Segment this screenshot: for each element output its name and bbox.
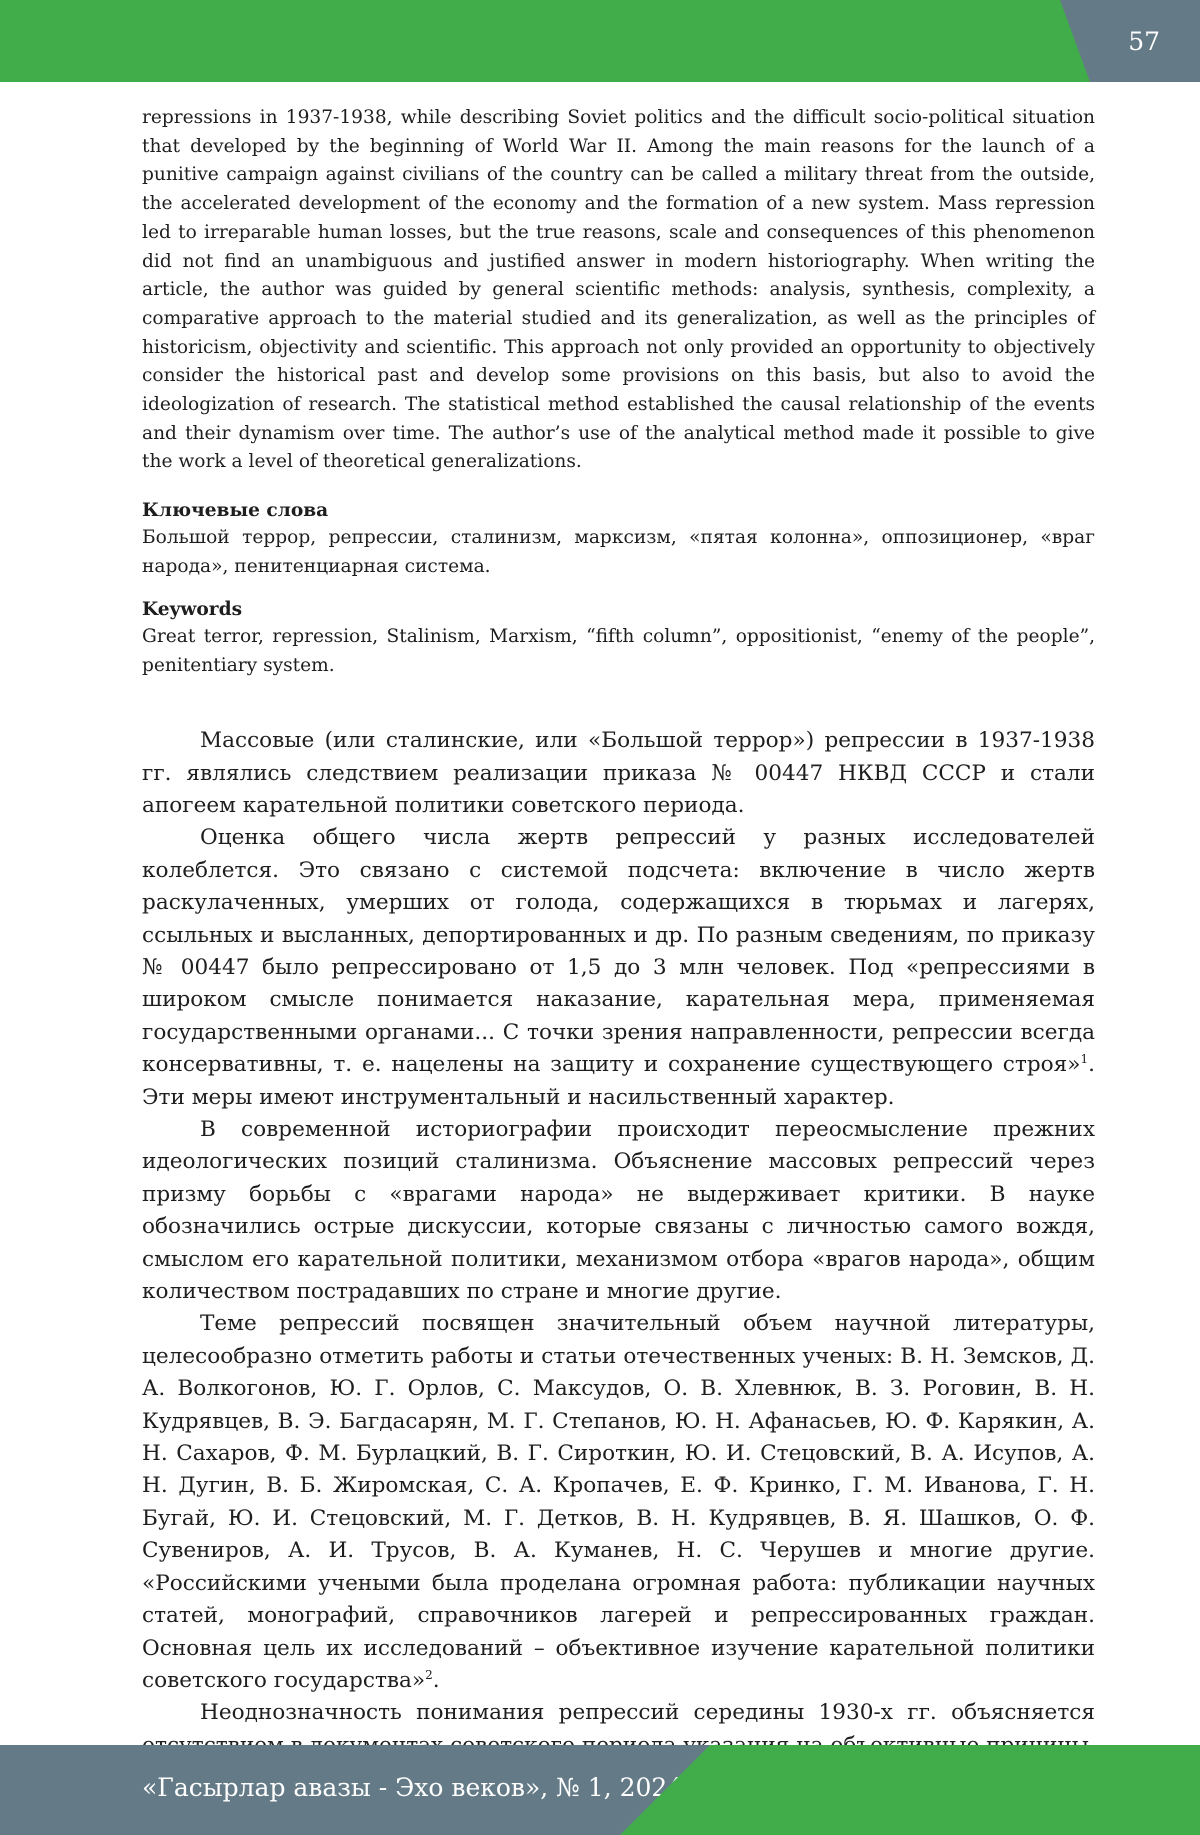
article-body — [142, 725, 1095, 1762]
footnote-ref[interactable]: 1 — [1080, 1052, 1088, 1066]
keywords-en-text: Great terror, repression, Stalinism, Marxism, “fifth column”, oppositionist, “enemy of the people”, penitentiary system. — [142, 623, 1095, 680]
journal-title: «Гасырлар авазы - Эхо веков», № 1, 2024 — [142, 1775, 683, 1800]
body-paragraph: Массовые (или сталинские, или «Большой террор») репрессии в 1937-1938 гг. являлись следствием реализации приказа № 00447 НКВД СССР и стали апогеем карательной политики советского периода. — [142, 725, 1095, 822]
header-bar — [0, 0, 1200, 82]
body-paragraph: Неоднозначность понимания репрессий середины 1930-х гг. объясняется — [142, 1697, 1095, 1762]
paragraph-text: . — [433, 1668, 440, 1693]
footer-bar — [0, 1745, 1200, 1835]
keywords-ru-title: Ключевые слова — [142, 497, 1095, 524]
page-number: 57 — [1128, 29, 1160, 54]
body-paragraph — [142, 1308, 1095, 1697]
keywords-en-section — [142, 596, 1095, 680]
paragraph-text: . Эти меры имеют инструментальный и насильственный характер. — [142, 1052, 1095, 1109]
page-content — [142, 104, 1095, 1762]
paragraph-text: Оценка общего числа жертв репрессий у разных исследователей колеблется. Это связано с системой подсчета: включение в число жертв раскулаченных, умерших от голода, содержащихся в тюрьмах и лагерях, ссыльных и высланных, депортированных и др. По разным сведениям, по приказу № 00447 было репрессировано от 1,5 до 3 млн человек. Под «репрессиями в широком смысле понимается наказание, карательная мера, применяемая государственными органами... С точки зрения направленности, репрессии всегда консервативны, т. е. нацелены на защиту и сохранение существующего строя» — [142, 825, 1095, 1077]
page-number-tab — [1060, 0, 1200, 82]
footer-grey-panel — [0, 1745, 710, 1835]
keywords-ru-text: Большой террор, репрессии, сталинизм, марксизм, «пятая колонна», оппозиционер, «враг народа», пенитенциарная система. — [142, 524, 1095, 581]
keywords-en-title: Keywords — [142, 596, 1095, 623]
body-paragraph: В современной историографии происходит переосмысление прежних идеологических позиций сталинизма. Объяснение массовых репрессий через призму борьбы с «врагами народа» не выдерживает критики. В науке обозначились острые дискуссии, которые связаны с личностью самого вождя, смыслом его карательной политики, механизмом отбора «врагов народа», общим количеством пострадавших по стране и многие другие. — [142, 1114, 1095, 1308]
paragraph-text: Теме репрессий посвящен значительный объем научной литературы, целесообразно отметить работы и статьи отечественных ученых: В. Н. Земсков, Д. А. Волкогонов, Ю. Г. Орлов, С. Максудов, О. В. Хлевнюк, В. З. Роговин, В. Н. Кудрявцев, В. Э. Багдасарян, М. Г. Степанов, Ю. Н. Афанасьев, Ю. Ф. Карякин, А. Н. Сахаров, Ф. М. Бурлацкий, В. Г. Сироткин, Ю. И. Стецовский, В. А. Исупов, А. Н. Дугин, В. Б. Жиромская, С. А. Кропачев, Е. Ф. Кринко, Г. М. Иванова, Г. Н. Бугай, Ю. И. Стецовский, М. Г. Детков, В. Н. Кудрявцев, В. Я. Шашков, О. Ф. Сувениров, А. И. Трусов, В. А. Куманев, Н. С. Черушев и многие другие. «Российскими учеными была проделана огромная работа: публикации научных статей, монографий, справочников лагерей и репрессированных граждан. Основная цель их исследований – объективное изучение карательной политики советского государства» — [142, 1311, 1095, 1692]
abstract-text: repressions in 1937-1938, while describing Soviet politics and the difficult socio-political situation that developed by the beginning of World War II. Among the main reasons for the launch of a punitive campaign against civilians of the country can be called a military threat from the outside, the accelerated development of the economy and the formation of a new system. Mass repression led to irreparable human losses, but the true reasons, scale and consequences of this phenomenon did not find an unambiguous and justified answer in modern historiography. When writing the article, the author was guided by general scientific methods: analysis, synthesis, complexity, a comparative approach to the material studied and its generalization, as well as the principles of historicism, objectivity and scientific. This approach not only provided an opportunity to objectively consider the historical past and develop some provisions on this basis, but also to avoid the ideologization of research. The statistical method established the causal relationship of the events and their dynamism over time. The author’s use of the analytical method made it possible to give the work a level of theoretical generalizations. — [142, 104, 1095, 477]
footnote-ref[interactable]: 2 — [425, 1668, 433, 1682]
body-paragraph — [142, 822, 1095, 1114]
keywords-ru-section — [142, 497, 1095, 581]
